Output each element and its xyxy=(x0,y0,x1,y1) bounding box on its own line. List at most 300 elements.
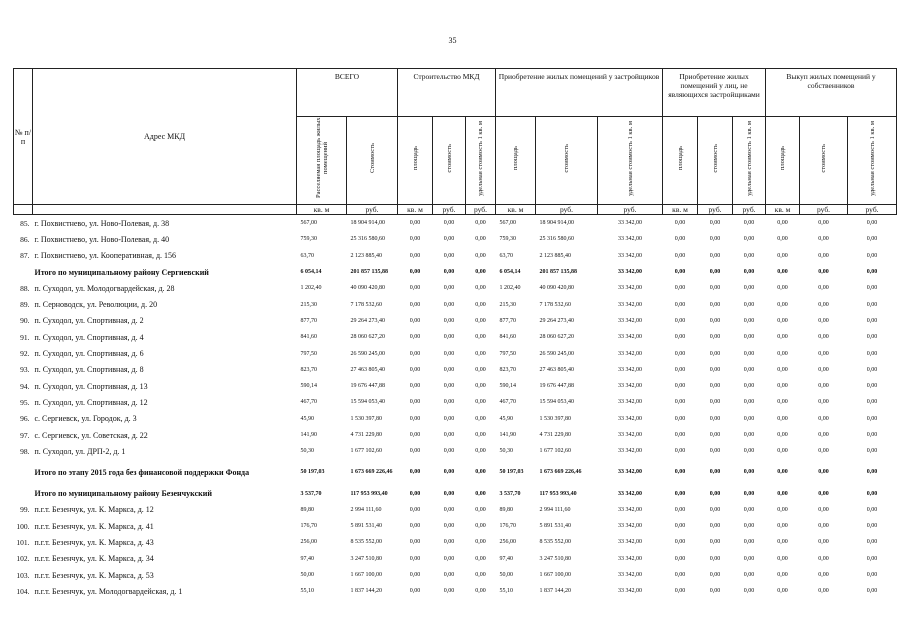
value-cell: 0,00 xyxy=(709,269,721,276)
value-cell: 89,80 xyxy=(499,506,513,513)
address-cell: п. Суходол, ул. Спортивная, д. 2 xyxy=(34,316,144,326)
value-cell: 0,00 xyxy=(866,572,878,579)
value-cell: 0,00 xyxy=(818,334,829,341)
value-cell: 201 857 135,88 xyxy=(539,269,577,276)
table-row xyxy=(14,248,897,264)
value-cell: 0,00 xyxy=(818,588,829,595)
sub-header-area: площадь xyxy=(663,117,698,205)
value-cell: 33 342,00 xyxy=(618,523,642,530)
table-row xyxy=(14,534,897,550)
value-cell: 0,00 xyxy=(866,555,878,562)
value-cell: 0,00 xyxy=(866,506,878,513)
value-cell: 0,00 xyxy=(709,220,721,227)
unit-label: кв. м xyxy=(297,205,347,215)
total-row xyxy=(14,485,897,501)
value-cell: 0,00 xyxy=(443,506,455,513)
value-cell: 467,70 xyxy=(300,399,317,406)
value-cell: 0,00 xyxy=(743,415,755,422)
value-cell: 1 530 397,80 xyxy=(350,415,382,422)
value-cell: 0,00 xyxy=(475,301,486,308)
sub-header-cost: стоимость xyxy=(698,117,733,205)
value-cell: 0,00 xyxy=(709,350,721,357)
row-number: 91. xyxy=(20,332,30,342)
value-cell: 0,00 xyxy=(409,236,421,243)
value-cell: 0,00 xyxy=(743,236,755,243)
value-cell: 0,00 xyxy=(409,252,421,259)
value-cell: 256,00 xyxy=(300,539,317,546)
sub-header-unit-cost: удельная стоимость 1 кв. м xyxy=(466,117,496,205)
value-cell: 0,00 xyxy=(818,285,829,292)
value-cell: 0,00 xyxy=(818,469,829,476)
value-cell: 33 342,00 xyxy=(618,399,642,406)
unit-label: руб. xyxy=(536,205,598,215)
value-cell: 0,00 xyxy=(818,366,829,373)
table-row xyxy=(14,215,897,232)
value-cell: 0,00 xyxy=(443,236,455,243)
value-cell: 0,00 xyxy=(777,469,788,476)
unit-label: руб. xyxy=(800,205,848,215)
value-cell: 0,00 xyxy=(818,220,829,227)
value-cell: 0,00 xyxy=(777,555,788,562)
unit-cell-empty xyxy=(33,205,297,215)
value-cell: 0,00 xyxy=(777,366,788,373)
value-cell: 0,00 xyxy=(743,399,755,406)
value-cell: 0,00 xyxy=(818,252,829,259)
value-cell: 0,00 xyxy=(443,555,455,562)
value-cell: 5 891 531,40 xyxy=(539,523,571,530)
value-cell: 0,00 xyxy=(777,572,788,579)
value-cell: 0,00 xyxy=(475,469,486,476)
value-cell: 29 264 273,40 xyxy=(539,317,574,324)
value-cell: 0,00 xyxy=(743,490,755,497)
address-cell: п. Суходол, ул. Спортивная, д. 4 xyxy=(34,332,144,342)
value-cell: 0,00 xyxy=(409,506,421,513)
value-cell: 0,00 xyxy=(443,469,455,476)
value-cell: 0,00 xyxy=(743,301,755,308)
address-cell: п. Суходол, ул. Спортивная, д. 12 xyxy=(34,397,148,407)
value-cell: 18 904 914,00 xyxy=(539,220,574,227)
sub-header-total-area: Расселяемая площадь жилых помещений xyxy=(297,117,347,205)
value-cell: 33 342,00 xyxy=(618,301,642,308)
value-cell: 0,00 xyxy=(743,383,755,390)
value-cell: 33 342,00 xyxy=(618,506,642,513)
value-cell: 0,00 xyxy=(475,490,486,497)
value-cell: 0,00 xyxy=(709,334,721,341)
value-cell: 0,00 xyxy=(409,448,421,455)
value-cell: 117 953 993,40 xyxy=(350,490,388,497)
address-cell: г. Похвистнево, ул. Ново-Полевая, д. 38 xyxy=(34,218,170,228)
value-cell: 0,00 xyxy=(443,399,455,406)
value-cell: 176,70 xyxy=(300,523,317,530)
value-cell: 8 535 552,00 xyxy=(350,539,382,546)
row-number: 99. xyxy=(20,505,30,515)
value-cell: 797,50 xyxy=(499,350,516,357)
row-number xyxy=(14,264,33,280)
value-cell: 0,00 xyxy=(409,588,421,595)
value-cell: 1 677 102,60 xyxy=(350,448,382,455)
value-cell: 877,70 xyxy=(300,317,317,324)
unit-label: руб. xyxy=(347,205,398,215)
value-cell: 0,00 xyxy=(777,317,788,324)
value-cell: 2 123 885,40 xyxy=(350,252,382,259)
value-cell: 0,00 xyxy=(866,220,878,227)
unit-label: руб. xyxy=(466,205,496,215)
value-cell: 0,00 xyxy=(743,334,755,341)
value-cell: 0,00 xyxy=(475,285,486,292)
value-cell: 0,00 xyxy=(866,539,878,546)
row-number: 98. xyxy=(20,446,30,456)
row-number: 102. xyxy=(16,554,30,564)
value-cell: 0,00 xyxy=(743,432,755,438)
value-cell: 0,00 xyxy=(674,285,686,292)
value-cell: 1 667 100,00 xyxy=(350,572,382,579)
col-header-address: Адрес МКД xyxy=(33,69,297,205)
value-cell: 0,00 xyxy=(818,432,829,438)
value-cell: 25 316 580,60 xyxy=(350,236,385,243)
value-cell: 0,00 xyxy=(674,350,686,357)
value-cell: 0,00 xyxy=(866,588,878,595)
value-cell: 40 090 420,80 xyxy=(350,285,385,292)
value-cell: 567,00 xyxy=(499,220,516,227)
value-cell: 63,70 xyxy=(499,252,513,259)
value-cell: 0,00 xyxy=(475,236,486,243)
value-cell: 0,00 xyxy=(443,432,455,438)
value-cell: 759,30 xyxy=(499,236,516,243)
value-cell: 0,00 xyxy=(475,334,486,341)
value-cell: 0,00 xyxy=(818,350,829,357)
value-cell: 0,00 xyxy=(743,285,755,292)
address-cell: п. Суходол, ул. Спортивная, д. 6 xyxy=(34,349,144,359)
value-cell: 0,00 xyxy=(475,383,486,390)
row-number: 101. xyxy=(16,537,30,547)
value-cell: 0,00 xyxy=(743,572,755,579)
value-cell: 0,00 xyxy=(475,366,486,373)
value-cell: 0,00 xyxy=(709,539,721,546)
value-cell: 0,00 xyxy=(866,448,878,455)
table-row xyxy=(14,551,897,567)
value-cell: 89,80 xyxy=(300,506,314,513)
value-cell: 33 342,00 xyxy=(618,334,642,341)
value-cell: 45,90 xyxy=(499,415,513,422)
value-cell: 33 342,00 xyxy=(618,252,642,259)
value-cell: 0,00 xyxy=(743,366,755,373)
value-cell: 0,00 xyxy=(443,301,455,308)
value-cell: 33 342,00 xyxy=(618,555,642,562)
value-cell: 0,00 xyxy=(409,366,421,373)
value-cell: 201 857 135,88 xyxy=(350,269,388,276)
col-header-num: № п/п xyxy=(14,69,33,205)
value-cell: 0,00 xyxy=(674,588,686,595)
value-cell: 1 202,40 xyxy=(499,285,521,292)
value-cell: 33 342,00 xyxy=(618,383,642,390)
value-cell: 0,00 xyxy=(674,432,686,438)
value-cell: 0,00 xyxy=(818,399,829,406)
value-cell: 0,00 xyxy=(743,523,755,530)
value-cell: 0,00 xyxy=(866,490,878,497)
value-cell: 33 342,00 xyxy=(618,220,642,227)
table-row xyxy=(14,313,897,329)
row-number: 86. xyxy=(20,234,30,244)
address-cell: п.г.т. Безенчук, ул. К. Маркса, д. 53 xyxy=(34,570,154,580)
table-row xyxy=(14,394,897,410)
value-cell: 823,70 xyxy=(499,366,516,373)
value-cell: 0,00 xyxy=(777,506,788,513)
value-cell: 0,00 xyxy=(409,469,421,476)
value-cell: 27 463 805,40 xyxy=(350,366,385,373)
value-cell: 0,00 xyxy=(709,469,721,476)
value-cell: 0,00 xyxy=(777,350,788,357)
address-cell: Итого по муниципальному району Безенчукский xyxy=(34,489,212,499)
row-number: 89. xyxy=(20,300,30,310)
value-cell: 0,00 xyxy=(709,399,721,406)
address-cell: п. Суходол, ул. Спортивная, д. 13 xyxy=(34,381,148,391)
value-cell: 823,70 xyxy=(300,366,317,373)
value-cell: 0,00 xyxy=(409,220,421,227)
row-number: 103. xyxy=(16,570,30,580)
table-row xyxy=(14,362,897,378)
value-cell: 2 123 885,40 xyxy=(539,252,571,259)
row-number: 97. xyxy=(20,430,30,440)
value-cell: 97,40 xyxy=(499,555,513,562)
value-cell: 0,00 xyxy=(674,555,686,562)
group-header-non-developer: Приобретение жилых помещений у лиц, не являющихся застройщиками xyxy=(663,69,766,117)
value-cell: 0,00 xyxy=(866,317,878,324)
value-cell: 1 673 669 226,46 xyxy=(350,469,393,476)
address-cell: п. Суходол, ул. Молодогвардейская, д. 28 xyxy=(34,283,175,293)
value-cell: 0,00 xyxy=(409,572,421,579)
value-cell: 0,00 xyxy=(475,539,486,546)
value-cell: 0,00 xyxy=(743,252,755,259)
value-cell: 0,00 xyxy=(777,432,788,438)
value-cell: 0,00 xyxy=(743,317,755,324)
unit-label: руб. xyxy=(698,205,733,215)
value-cell: 0,00 xyxy=(777,220,788,227)
value-cell: 0,00 xyxy=(866,469,878,476)
value-cell: 0,00 xyxy=(818,539,829,546)
table-row xyxy=(14,345,897,361)
value-cell: 759,30 xyxy=(300,236,317,243)
value-cell: 0,00 xyxy=(475,399,486,406)
value-cell: 0,00 xyxy=(409,523,421,530)
table-row xyxy=(14,567,897,583)
value-cell: 33 342,00 xyxy=(618,539,642,546)
value-cell: 0,00 xyxy=(709,523,721,530)
value-cell: 1 673 669 226,46 xyxy=(539,469,582,476)
value-cell: 0,00 xyxy=(475,269,486,276)
value-cell: 0,00 xyxy=(674,523,686,530)
value-cell: 0,00 xyxy=(818,555,829,562)
value-cell: 0,00 xyxy=(777,252,788,259)
value-cell: 33 342,00 xyxy=(618,317,642,324)
value-cell: 0,00 xyxy=(443,285,455,292)
value-cell: 3 247 510,80 xyxy=(350,555,382,562)
value-cell: 0,00 xyxy=(443,588,455,595)
value-cell: 0,00 xyxy=(743,469,755,476)
value-cell: 3 247 510,80 xyxy=(539,555,571,562)
value-cell: 0,00 xyxy=(818,448,829,455)
value-cell: 0,00 xyxy=(709,285,721,292)
value-cell: 27 463 805,40 xyxy=(539,366,574,373)
row-number: 92. xyxy=(20,349,30,359)
sub-header-cost: стоимость xyxy=(536,117,598,205)
value-cell: 0,00 xyxy=(409,399,421,406)
value-cell: 0,00 xyxy=(777,523,788,530)
value-cell: 0,00 xyxy=(475,252,486,259)
address-cell: п.г.т. Безенчук, ул. К. Маркса, д. 34 xyxy=(34,554,154,564)
value-cell: 0,00 xyxy=(818,523,829,530)
value-cell: 0,00 xyxy=(866,285,878,292)
value-cell: 0,00 xyxy=(475,572,486,579)
row-number: 90. xyxy=(20,316,30,326)
row-number: 93. xyxy=(20,365,30,375)
address-cell: п.г.т. Безенчук, ул. К. Маркса, д. 41 xyxy=(34,521,154,531)
value-cell: 215,30 xyxy=(300,301,317,308)
value-cell: 63,70 xyxy=(300,252,314,259)
address-cell: п.г.т. Безенчук, ул. К. Маркса, д. 12 xyxy=(34,505,154,515)
value-cell: 1 837 144,20 xyxy=(539,588,571,595)
value-cell: 0,00 xyxy=(743,539,755,546)
value-cell: 33 342,00 xyxy=(618,236,642,243)
value-cell: 0,00 xyxy=(674,469,686,476)
value-cell: 0,00 xyxy=(443,523,455,530)
value-cell: 19 676 447,88 xyxy=(350,383,385,390)
row-number: 85. xyxy=(20,218,30,228)
value-cell: 797,50 xyxy=(300,350,317,357)
value-cell: 50,30 xyxy=(300,448,314,455)
value-cell: 0,00 xyxy=(777,301,788,308)
value-cell: 590,14 xyxy=(499,383,516,390)
value-cell: 0,00 xyxy=(743,448,755,455)
value-cell: 0,00 xyxy=(866,236,878,243)
row-number xyxy=(14,459,33,485)
value-cell: 1 667 100,00 xyxy=(539,572,571,579)
address-cell: Итого по муниципальному району Сергиевский xyxy=(34,267,209,277)
value-cell: 0,00 xyxy=(443,269,455,276)
value-cell: 0,00 xyxy=(818,317,829,324)
value-cell: 0,00 xyxy=(743,220,755,227)
value-cell: 0,00 xyxy=(866,301,878,308)
value-cell: 0,00 xyxy=(475,432,486,438)
value-cell: 0,00 xyxy=(409,383,421,390)
value-cell: 0,00 xyxy=(743,506,755,513)
address-cell: с. Сергиевск, ул. Советская, д. 22 xyxy=(34,430,148,440)
value-cell: 0,00 xyxy=(443,383,455,390)
value-cell: 0,00 xyxy=(443,366,455,373)
value-cell: 0,00 xyxy=(709,432,721,438)
value-cell: 0,00 xyxy=(443,350,455,357)
value-cell: 0,00 xyxy=(709,506,721,513)
sub-header-unit-cost: удельная стоимость 1 кв. м xyxy=(848,117,897,205)
value-cell: 141,90 xyxy=(499,432,516,438)
value-cell: 5 891 531,40 xyxy=(350,523,382,530)
value-cell: 117 953 993,40 xyxy=(539,490,577,497)
table-row xyxy=(14,427,897,443)
unit-label: руб. xyxy=(433,205,466,215)
table-row xyxy=(14,378,897,394)
value-cell: 0,00 xyxy=(674,572,686,579)
value-cell: 15 594 053,40 xyxy=(539,399,574,406)
value-cell: 0,00 xyxy=(818,236,829,243)
total-row xyxy=(14,459,897,485)
sub-header-cost: стоимость xyxy=(800,117,848,205)
total-row xyxy=(14,264,897,280)
value-cell: 26 590 245,00 xyxy=(539,350,574,357)
value-cell: 0,00 xyxy=(777,415,788,422)
table-row xyxy=(14,518,897,534)
value-cell: 0,00 xyxy=(709,236,721,243)
value-cell: 0,00 xyxy=(818,383,829,390)
value-cell: 0,00 xyxy=(674,334,686,341)
value-cell: 40 090 420,80 xyxy=(539,285,574,292)
row-number xyxy=(14,485,33,501)
group-header-total: ВСЕГО xyxy=(297,69,398,117)
value-cell: 0,00 xyxy=(475,523,486,530)
value-cell: 0,00 xyxy=(709,383,721,390)
value-cell: 0,00 xyxy=(674,269,686,276)
value-cell: 0,00 xyxy=(818,572,829,579)
value-cell: 0,00 xyxy=(475,317,486,324)
value-cell: 0,00 xyxy=(866,334,878,341)
value-cell: 33 342,00 xyxy=(618,469,642,476)
sub-header-unit-cost: удельная стоимость 1 кв. м xyxy=(733,117,766,205)
value-cell: 0,00 xyxy=(777,285,788,292)
value-cell: 0,00 xyxy=(866,523,878,530)
value-cell: 0,00 xyxy=(475,588,486,595)
value-cell: 0,00 xyxy=(709,448,721,455)
value-cell: 15 594 053,40 xyxy=(350,399,385,406)
value-cell: 1 677 102,60 xyxy=(539,448,571,455)
value-cell: 0,00 xyxy=(443,572,455,579)
value-cell: 467,70 xyxy=(499,399,516,406)
value-cell: 0,00 xyxy=(709,415,721,422)
value-cell: 0,00 xyxy=(777,448,788,455)
row-number: 87. xyxy=(20,251,30,261)
address-cell: г. Похвистнево, ул. Ново-Полевая, д. 40 xyxy=(34,234,170,244)
value-cell: 8 535 552,00 xyxy=(539,539,571,546)
value-cell: 0,00 xyxy=(443,448,455,455)
unit-label: руб. xyxy=(733,205,766,215)
table-row xyxy=(14,411,897,427)
sub-header-cost: стоимость xyxy=(433,117,466,205)
address-cell: г. Похвистнево, ул. Кооперативная, д. 156 xyxy=(34,251,177,261)
value-cell: 0,00 xyxy=(409,317,421,324)
value-cell: 2 994 111,60 xyxy=(350,506,382,513)
value-cell: 0,00 xyxy=(818,269,829,276)
value-cell: 215,30 xyxy=(499,301,516,308)
value-cell: 0,00 xyxy=(443,490,455,497)
value-cell: 33 342,00 xyxy=(618,588,642,595)
value-cell: 33 342,00 xyxy=(618,490,642,497)
value-cell: 6 054,14 xyxy=(499,269,521,276)
value-cell: 33 342,00 xyxy=(618,269,642,276)
unit-label: руб. xyxy=(848,205,897,215)
value-cell: 0,00 xyxy=(409,269,421,276)
value-cell: 0,00 xyxy=(709,572,721,579)
value-cell: 33 342,00 xyxy=(618,285,642,292)
group-header-construction: Строительство МКД xyxy=(398,69,496,117)
value-cell: 33 342,00 xyxy=(618,448,642,455)
value-cell: 0,00 xyxy=(818,490,829,497)
value-cell: 33 342,00 xyxy=(618,572,642,579)
sub-header-area: площадь xyxy=(398,117,433,205)
sub-header-total-cost: Стоимость xyxy=(347,117,398,205)
value-cell: 0,00 xyxy=(818,415,829,422)
unit-cell-empty xyxy=(14,205,33,215)
value-cell: 50,00 xyxy=(300,572,314,579)
value-cell: 0,00 xyxy=(409,301,421,308)
value-cell: 0,00 xyxy=(674,490,686,497)
value-cell: 0,00 xyxy=(409,334,421,341)
